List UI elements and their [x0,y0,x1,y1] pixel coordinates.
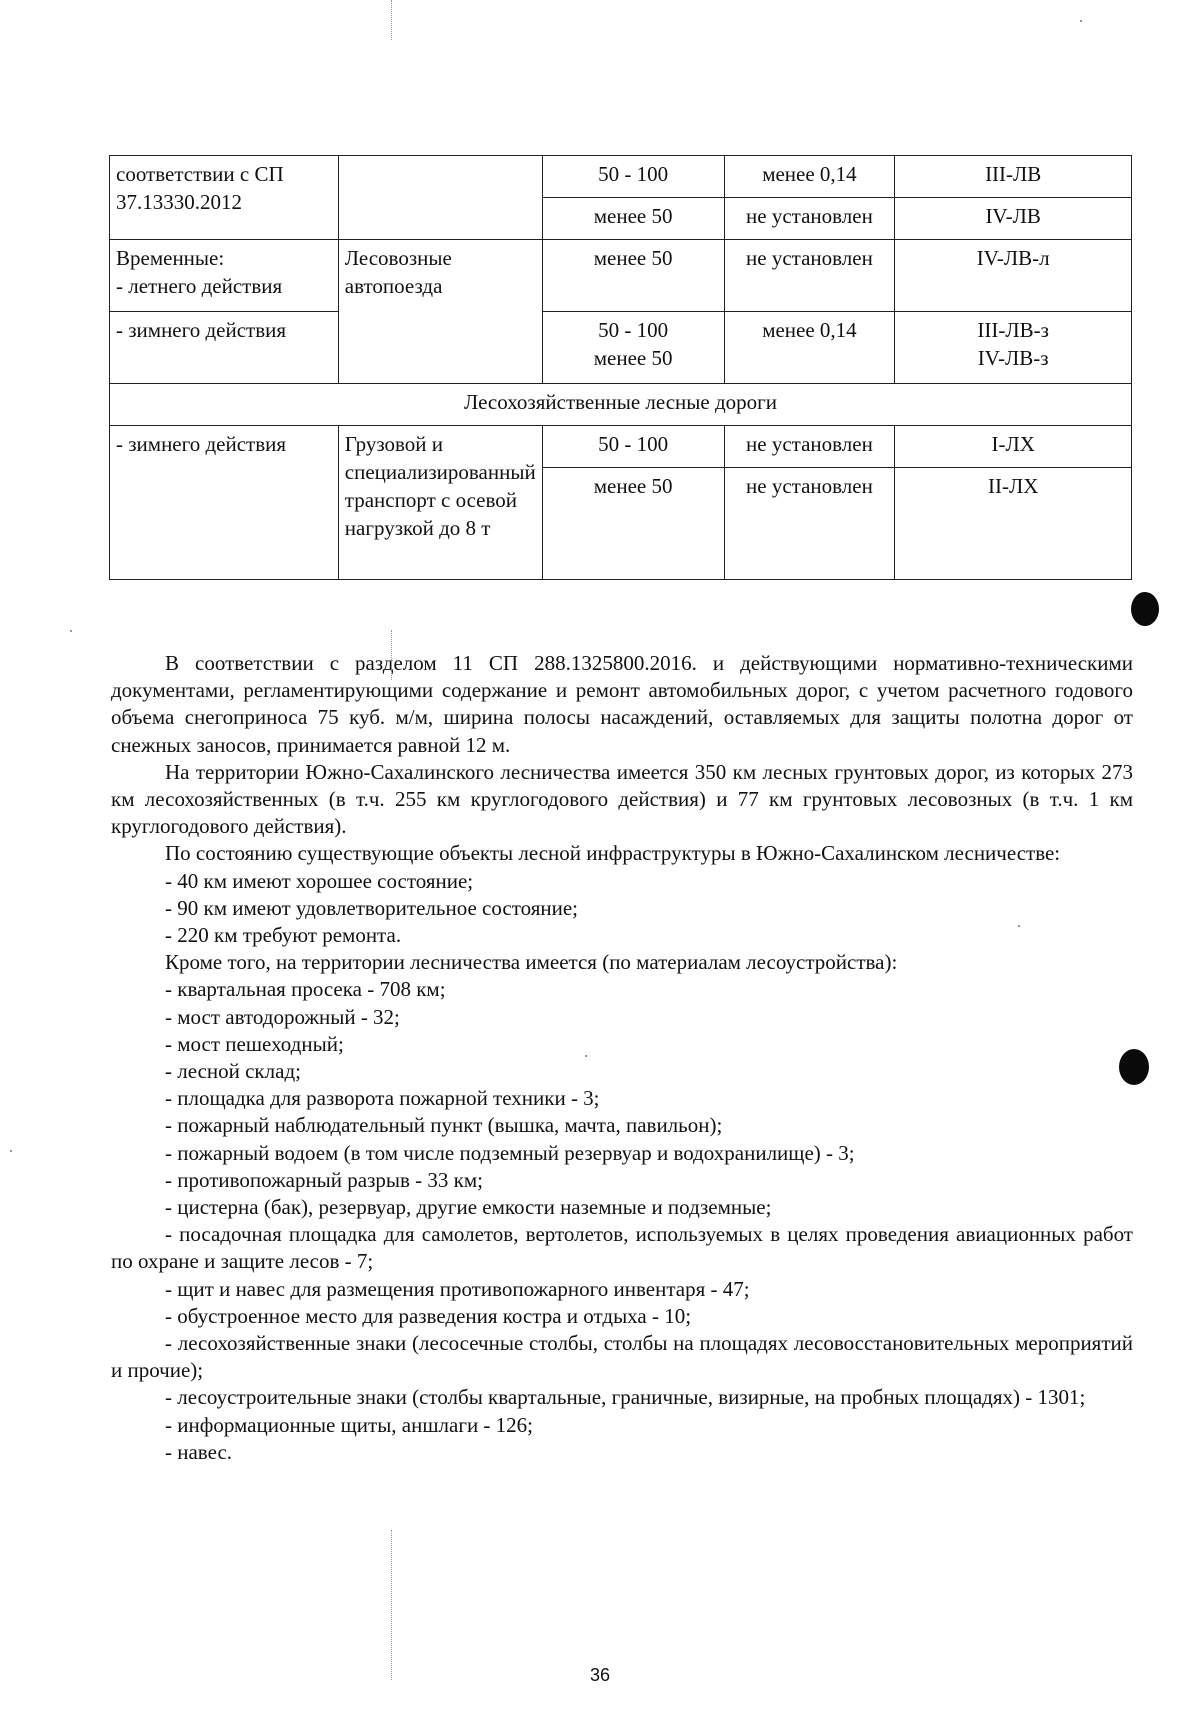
list-item: - мост автодорожный - 32; [165,1004,400,1029]
table-cell: не установлен [724,198,895,240]
paragraph: По состоянию существующие объекты лесной инфраструктуры в Южно-Сахалинском лесничестве: [165,841,1061,866]
scan-dotted-line [391,1530,392,1680]
table-cell: IV-ЛВ-л [895,240,1132,312]
list-item: - противопожарный разрыв - 33 км; [165,1167,483,1192]
table-cell: не установлен [724,426,895,468]
table-cell: III-ЛВ [895,156,1132,198]
body-text [111,650,1133,1466]
table-cell: III-ЛВ-з IV-ЛВ-з [895,312,1132,384]
scan-speck [10,1150,12,1152]
list-item: - площадка для разворота пожарной техники - 3; [165,1086,600,1111]
table-cell: менее 0,14 [724,156,895,198]
table-cell: не установлен [724,468,895,580]
table-row [110,384,1132,426]
list-item: - квартальная просека - 708 км; [165,977,446,1002]
table-row [110,156,1132,198]
list-item: - 90 км имеют удовлетворительное состояние; [165,895,578,920]
list-item: - 40 км имеют хорошее состояние; [165,868,474,893]
scan-dotted-line [391,630,392,680]
table-section-header: Лесохозяйственные лесные дороги [110,384,1132,426]
scan-dotted-line [391,0,392,40]
table-cell: 50 - 100 [542,426,724,468]
table-cell: менее 50 [542,198,724,240]
list-item: - цистерна (бак), резервуар, другие емкости наземные и подземные; [165,1195,772,1220]
list-item: - пожарный водоем (в том числе подземный резервуар и водохранилище) - 3; [165,1140,855,1165]
table-cell: менее 50 [542,240,724,312]
list-item: - лесоустроительные знаки (столбы квартальные, граничные, визирные, на пробных площадях) - 1301; [165,1385,1086,1410]
table-cell: соответствии с СП 37.13330.2012 [110,156,339,240]
table-cell: не установлен [724,240,895,312]
table-cell: - зимнего действия [110,312,339,384]
list-item: - посадочная площадка для самолетов, вертолетов, используемых в целях проведения авиационных работ по охране и защите лесов - 7; [111,1222,1133,1274]
table-cell [338,156,542,240]
table-cell: 50 - 100 менее 50 [542,312,724,384]
list-item: - мост пешеходный; [165,1031,344,1056]
ink-blot [1119,1049,1149,1085]
scan-speck [1080,20,1082,22]
intro-line: Кроме того, на территории лесничества имеется (по материалам лесоустройства): [165,950,898,975]
table-cell: Лесовозные автопоезда [338,240,542,384]
table-cell: 50 - 100 [542,156,724,198]
table-cell: II-ЛХ [895,468,1132,580]
list-item: - обустроенное место для разведения костра и отдыха - 10; [165,1303,692,1328]
list-item: - пожарный наблюдательный пункт (вышка, мачта, павильон); [165,1113,723,1138]
list-item: - лесной склад; [165,1059,301,1084]
table-cell: Временные: - летнего действия [110,240,339,312]
table-cell: IV-ЛВ [895,198,1132,240]
table-row [110,426,1132,468]
list-item: - навес. [165,1439,233,1464]
paragraph: На территории Южно-Сахалинского лесничества имеется 350 км лесных грунтовых дорог, из которых 273 км лесохозяйственных (в т.ч. 255 км круглогодового действия) и 77 км грунтовых лесовозных (в т.ч. 1 км круглогодового действия). [111,759,1133,839]
ink-blot [1131,592,1159,626]
scan-speck [585,1055,587,1057]
scan-speck [70,630,72,632]
paragraph: В соответствии с разделом 11 СП 288.1325800.2016. и действующими нормативно-техническими документами, регламентирующими содержание и ремонт автомобильных дорог, с учетом расчетного годового объема снегоприноса 75 куб. м/м, ширина полосы насаждений, оставляемых для защиты полотна дорог от снежных заносов, принимается равной 12 м. [111,651,1133,757]
table-row [110,240,1132,312]
list-item: - 220 км требуют ремонта. [165,923,402,948]
table-cell: Грузовой и специализированный транспорт с осевой нагрузкой до 8 т [338,426,542,580]
list-item: - лесохозяйственные знаки (лесосечные столбы, столбы на площадях лесовосстановительных мероприятий и прочие); [111,1331,1133,1383]
list-item: - щит и навес для размещения противопожарного инвентаря - 47; [165,1276,750,1301]
road-classification-table [109,155,1132,580]
table-cell: - зимнего действия [110,426,339,580]
page-number: 36 [589,1665,611,1685]
table-cell: менее 50 [542,468,724,580]
list-item: - информационные щиты, аншлаги - 126; [165,1412,534,1437]
scan-speck [1018,925,1020,927]
table-cell: I-ЛХ [895,426,1132,468]
table-cell: менее 0,14 [724,312,895,384]
table-row [110,312,1132,384]
